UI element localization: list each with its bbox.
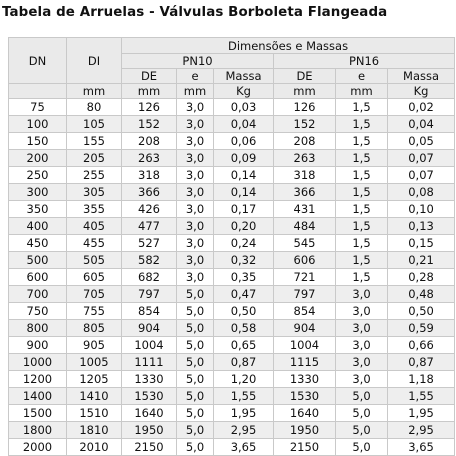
cell-pn10-de: 682	[122, 269, 177, 286]
table-row	[9, 371, 455, 388]
cell-pn16-de: 797	[274, 286, 336, 303]
cell-di: 1005	[67, 354, 122, 371]
cell-dn: 1400	[9, 388, 67, 405]
unit-pn10-de: mm	[122, 84, 177, 99]
cell-pn10-massa: 0,32	[214, 252, 274, 269]
cell-pn10-de: 582	[122, 252, 177, 269]
cell-pn10-massa: 1,20	[214, 371, 274, 388]
header-dimensions-masses: Dimensões e Massas	[122, 38, 455, 54]
cell-pn10-de: 152	[122, 116, 177, 133]
cell-pn16-massa: 0,21	[388, 252, 455, 269]
cell-pn16-e: 1,5	[336, 218, 388, 235]
cell-pn16-de: 721	[274, 269, 336, 286]
cell-di: 355	[67, 201, 122, 218]
cell-pn16-de: 545	[274, 235, 336, 252]
unit-pn10-e: mm	[177, 84, 214, 99]
cell-pn16-e: 5,0	[336, 388, 388, 405]
cell-pn16-e: 1,5	[336, 252, 388, 269]
cell-pn10-massa: 0,20	[214, 218, 274, 235]
table-row	[9, 269, 455, 286]
cell-pn16-de: 152	[274, 116, 336, 133]
cell-pn16-massa: 3,65	[388, 439, 455, 456]
cell-pn10-e: 3,0	[177, 218, 214, 235]
cell-pn10-e: 3,0	[177, 116, 214, 133]
cell-pn16-de: 1640	[274, 405, 336, 422]
cell-pn10-de: 477	[122, 218, 177, 235]
table-row	[9, 388, 455, 405]
table-row	[9, 439, 455, 456]
header-pn16-de: DE	[274, 69, 336, 84]
cell-pn16-e: 3,0	[336, 337, 388, 354]
cell-pn16-de: 904	[274, 320, 336, 337]
cell-pn16-de: 1530	[274, 388, 336, 405]
cell-pn10-de: 854	[122, 303, 177, 320]
table-row	[9, 116, 455, 133]
cell-dn: 900	[9, 337, 67, 354]
cell-di: 155	[67, 133, 122, 150]
cell-pn16-de: 208	[274, 133, 336, 150]
header-pn10-de: DE	[122, 69, 177, 84]
cell-pn10-massa: 0,50	[214, 303, 274, 320]
cell-pn10-massa: 0,04	[214, 116, 274, 133]
cell-pn16-massa: 0,28	[388, 269, 455, 286]
table-row	[9, 133, 455, 150]
cell-di: 255	[67, 167, 122, 184]
cell-dn: 350	[9, 201, 67, 218]
cell-pn16-massa: 0,50	[388, 303, 455, 320]
cell-pn10-massa: 0,06	[214, 133, 274, 150]
cell-pn10-e: 3,0	[177, 252, 214, 269]
cell-pn16-de: 606	[274, 252, 336, 269]
cell-pn16-e: 5,0	[336, 405, 388, 422]
cell-pn10-de: 263	[122, 150, 177, 167]
cell-dn: 100	[9, 116, 67, 133]
cell-di: 805	[67, 320, 122, 337]
cell-pn16-massa: 0,15	[388, 235, 455, 252]
cell-pn16-massa: 0,08	[388, 184, 455, 201]
table-row	[9, 201, 455, 218]
cell-pn16-de: 854	[274, 303, 336, 320]
cell-pn16-e: 1,5	[336, 133, 388, 150]
cell-pn16-e: 3,0	[336, 371, 388, 388]
cell-di: 905	[67, 337, 122, 354]
cell-pn16-e: 3,0	[336, 286, 388, 303]
cell-pn10-e: 5,0	[177, 320, 214, 337]
cell-pn10-de: 904	[122, 320, 177, 337]
cell-pn10-massa: 0,58	[214, 320, 274, 337]
cell-pn16-massa: 0,66	[388, 337, 455, 354]
cell-pn10-de: 797	[122, 286, 177, 303]
cell-pn10-de: 426	[122, 201, 177, 218]
cell-pn16-de: 1950	[274, 422, 336, 439]
table-row	[9, 286, 455, 303]
cell-di: 1510	[67, 405, 122, 422]
cell-dn: 750	[9, 303, 67, 320]
cell-pn10-massa: 2,95	[214, 422, 274, 439]
cell-di: 105	[67, 116, 122, 133]
cell-dn: 2000	[9, 439, 67, 456]
cell-dn: 150	[9, 133, 67, 150]
cell-pn10-e: 3,0	[177, 133, 214, 150]
cell-pn16-e: 5,0	[336, 422, 388, 439]
cell-pn16-e: 3,0	[336, 354, 388, 371]
unit-pn10-massa: Kg	[214, 84, 274, 99]
cell-pn16-de: 431	[274, 201, 336, 218]
page-title: Tabela de Arruelas - Válvulas Borboleta Flangeada	[2, 5, 388, 20]
cell-pn10-e: 5,0	[177, 439, 214, 456]
cell-pn10-massa: 0,35	[214, 269, 274, 286]
cell-pn10-e: 5,0	[177, 422, 214, 439]
table-header	[9, 38, 455, 99]
unit-pn16-de: mm	[274, 84, 336, 99]
cell-pn16-massa: 0,05	[388, 133, 455, 150]
cell-pn10-e: 3,0	[177, 201, 214, 218]
cell-pn16-de: 1115	[274, 354, 336, 371]
cell-pn16-de: 263	[274, 150, 336, 167]
cell-di: 1205	[67, 371, 122, 388]
header-pn10: PN10	[122, 54, 274, 69]
cell-pn16-e: 1,5	[336, 184, 388, 201]
cell-pn16-de: 366	[274, 184, 336, 201]
cell-pn16-massa: 1,55	[388, 388, 455, 405]
cell-pn16-de: 484	[274, 218, 336, 235]
cell-pn10-massa: 0,14	[214, 184, 274, 201]
cell-di: 605	[67, 269, 122, 286]
cell-pn10-e: 5,0	[177, 354, 214, 371]
table-row	[9, 303, 455, 320]
cell-dn: 500	[9, 252, 67, 269]
cell-pn10-de: 1004	[122, 337, 177, 354]
cell-dn: 1000	[9, 354, 67, 371]
cell-pn10-massa: 1,95	[214, 405, 274, 422]
table-row	[9, 405, 455, 422]
header-pn16: PN16	[274, 54, 455, 69]
cell-pn16-massa: 1,18	[388, 371, 455, 388]
table-row	[9, 150, 455, 167]
cell-pn10-massa: 0,14	[214, 167, 274, 184]
cell-pn10-e: 3,0	[177, 235, 214, 252]
cell-pn16-massa: 0,02	[388, 99, 455, 116]
cell-di: 80	[67, 99, 122, 116]
cell-di: 505	[67, 252, 122, 269]
cell-pn16-de: 318	[274, 167, 336, 184]
cell-di: 1410	[67, 388, 122, 405]
cell-pn10-e: 5,0	[177, 286, 214, 303]
cell-pn10-de: 318	[122, 167, 177, 184]
table-row	[9, 218, 455, 235]
cell-dn: 75	[9, 99, 67, 116]
cell-pn10-e: 3,0	[177, 269, 214, 286]
cell-pn10-e: 3,0	[177, 150, 214, 167]
cell-dn: 800	[9, 320, 67, 337]
cell-pn10-e: 5,0	[177, 405, 214, 422]
cell-pn10-e: 3,0	[177, 99, 214, 116]
cell-dn: 200	[9, 150, 67, 167]
washer-table	[8, 37, 455, 456]
cell-pn16-massa: 0,87	[388, 354, 455, 371]
header-pn16-e: e	[336, 69, 388, 84]
cell-pn10-massa: 0,65	[214, 337, 274, 354]
header-pn10-e: e	[177, 69, 214, 84]
cell-pn10-massa: 0,47	[214, 286, 274, 303]
cell-pn16-de: 1004	[274, 337, 336, 354]
cell-pn16-e: 1,5	[336, 99, 388, 116]
cell-pn10-de: 1530	[122, 388, 177, 405]
cell-pn10-e: 5,0	[177, 337, 214, 354]
cell-pn16-de: 1330	[274, 371, 336, 388]
cell-pn10-e: 5,0	[177, 371, 214, 388]
cell-pn16-e: 3,0	[336, 303, 388, 320]
cell-pn10-de: 126	[122, 99, 177, 116]
cell-pn16-massa: 2,95	[388, 422, 455, 439]
cell-pn16-e: 1,5	[336, 150, 388, 167]
cell-dn: 300	[9, 184, 67, 201]
cell-pn16-e: 1,5	[336, 201, 388, 218]
cell-di: 705	[67, 286, 122, 303]
table-row	[9, 167, 455, 184]
cell-pn10-e: 5,0	[177, 388, 214, 405]
cell-pn10-de: 1111	[122, 354, 177, 371]
table-row	[9, 99, 455, 116]
cell-pn10-e: 3,0	[177, 184, 214, 201]
cell-pn16-e: 1,5	[336, 116, 388, 133]
cell-di: 305	[67, 184, 122, 201]
cell-pn16-massa: 0,04	[388, 116, 455, 133]
header-dn: DN	[9, 38, 67, 84]
cell-pn16-massa: 0,13	[388, 218, 455, 235]
cell-pn16-e: 1,5	[336, 269, 388, 286]
cell-di: 2010	[67, 439, 122, 456]
cell-dn: 400	[9, 218, 67, 235]
cell-di: 405	[67, 218, 122, 235]
cell-pn10-de: 1330	[122, 371, 177, 388]
cell-dn: 1200	[9, 371, 67, 388]
cell-pn16-massa: 0,07	[388, 150, 455, 167]
cell-pn16-e: 1,5	[336, 167, 388, 184]
cell-pn10-de: 1640	[122, 405, 177, 422]
cell-pn16-massa: 0,07	[388, 167, 455, 184]
cell-pn10-massa: 0,09	[214, 150, 274, 167]
cell-di: 755	[67, 303, 122, 320]
unit-pn16-massa: Kg	[388, 84, 455, 99]
cell-pn10-de: 366	[122, 184, 177, 201]
cell-di: 205	[67, 150, 122, 167]
cell-pn10-de: 1950	[122, 422, 177, 439]
cell-di: 455	[67, 235, 122, 252]
cell-pn16-e: 3,0	[336, 320, 388, 337]
table-body	[9, 99, 455, 456]
cell-pn10-massa: 0,24	[214, 235, 274, 252]
cell-pn10-de: 2150	[122, 439, 177, 456]
table-row	[9, 184, 455, 201]
cell-dn: 1500	[9, 405, 67, 422]
unit-di: mm	[67, 84, 122, 99]
cell-pn16-massa: 1,95	[388, 405, 455, 422]
header-pn16-massa: Massa	[388, 69, 455, 84]
cell-pn10-de: 208	[122, 133, 177, 150]
cell-pn16-e: 1,5	[336, 235, 388, 252]
header-di: DI	[67, 38, 122, 84]
cell-pn10-massa: 0,17	[214, 201, 274, 218]
cell-pn16-massa: 0,10	[388, 201, 455, 218]
cell-dn: 700	[9, 286, 67, 303]
cell-pn10-massa: 0,03	[214, 99, 274, 116]
header-pn10-massa: Massa	[214, 69, 274, 84]
table-row	[9, 235, 455, 252]
cell-pn10-de: 527	[122, 235, 177, 252]
cell-pn10-massa: 3,65	[214, 439, 274, 456]
cell-pn16-de: 126	[274, 99, 336, 116]
cell-pn10-e: 5,0	[177, 303, 214, 320]
cell-pn10-e: 3,0	[177, 167, 214, 184]
cell-pn16-massa: 0,59	[388, 320, 455, 337]
table-row	[9, 337, 455, 354]
cell-dn: 1800	[9, 422, 67, 439]
table-row	[9, 354, 455, 371]
cell-dn: 450	[9, 235, 67, 252]
cell-pn16-massa: 0,48	[388, 286, 455, 303]
table-row	[9, 422, 455, 439]
unit-pn16-e: mm	[336, 84, 388, 99]
cell-pn10-massa: 0,87	[214, 354, 274, 371]
cell-pn10-massa: 1,55	[214, 388, 274, 405]
cell-pn16-e: 5,0	[336, 439, 388, 456]
unit-dn-blank	[9, 84, 67, 99]
cell-di: 1810	[67, 422, 122, 439]
cell-dn: 600	[9, 269, 67, 286]
table-row	[9, 320, 455, 337]
table-row	[9, 252, 455, 269]
cell-dn: 250	[9, 167, 67, 184]
cell-pn16-de: 2150	[274, 439, 336, 456]
